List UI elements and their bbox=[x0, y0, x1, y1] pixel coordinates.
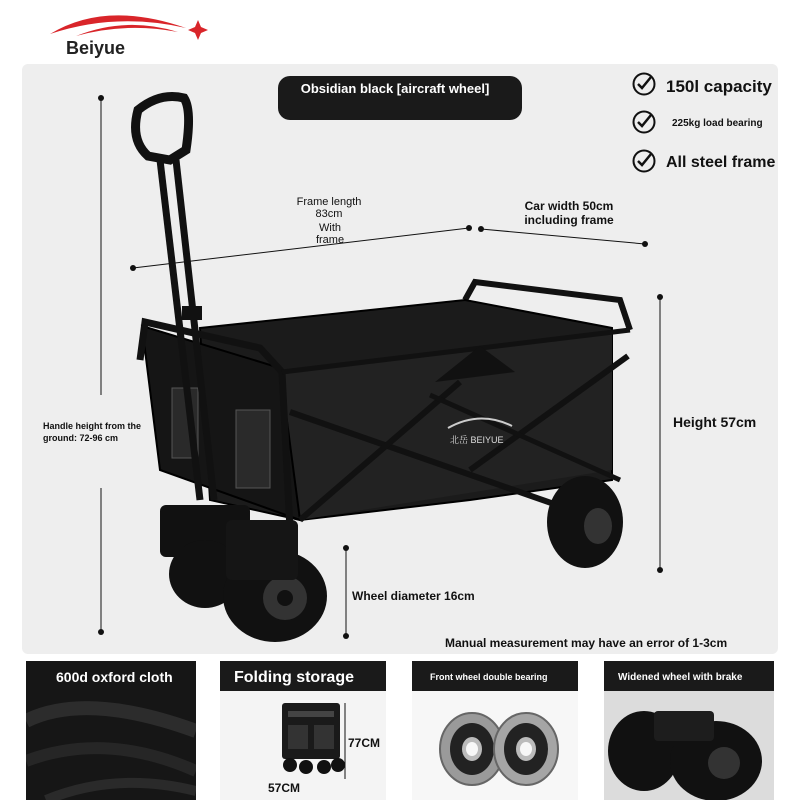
folded-width: 57CM bbox=[268, 781, 301, 795]
wagon-image bbox=[120, 88, 640, 648]
with-frame-label: With frame bbox=[315, 222, 345, 246]
bearing-image bbox=[422, 701, 572, 796]
thumb-folding-label: Folding storage bbox=[234, 669, 354, 686]
height-label: Height 57cm bbox=[673, 414, 757, 430]
thumb-oxford-label: 600d oxford cloth bbox=[56, 669, 173, 685]
handle-height-label: Handle height from the ground: 72-96 cm bbox=[43, 421, 142, 443]
thumb-oxford-cloth[interactable] bbox=[26, 661, 196, 800]
measurement-note: Manual measurement may have an error of 1-3cm bbox=[445, 636, 728, 650]
thumb-wheel-brake[interactable] bbox=[604, 661, 774, 800]
wagon-logo: 北岳 BEIYUE bbox=[450, 435, 504, 445]
thumb-bearing-label: Front wheel double bearing bbox=[430, 672, 548, 682]
thumb-bearing[interactable] bbox=[412, 661, 578, 800]
folded-height: 77CM bbox=[348, 736, 381, 750]
wheel-diameter-label: Wheel diameter 16cm bbox=[352, 589, 475, 603]
thumb-folding-storage[interactable] bbox=[220, 661, 386, 800]
feature-load: 225kg load bearing bbox=[672, 118, 763, 129]
feature-frame: All steel frame bbox=[666, 154, 776, 171]
brand-name: Beiyue bbox=[66, 38, 126, 58]
thumb-wheel-label: Widened wheel with brake bbox=[618, 672, 743, 683]
wheel-image bbox=[604, 691, 774, 800]
car-width-label: Car width 50cm including frame bbox=[524, 199, 614, 227]
feature-capacity: 150l capacity bbox=[666, 77, 772, 96]
color-badge-label: Obsidian black [aircraft wheel] bbox=[300, 81, 490, 96]
frame-length-label: Frame length 83cm bbox=[296, 196, 362, 220]
